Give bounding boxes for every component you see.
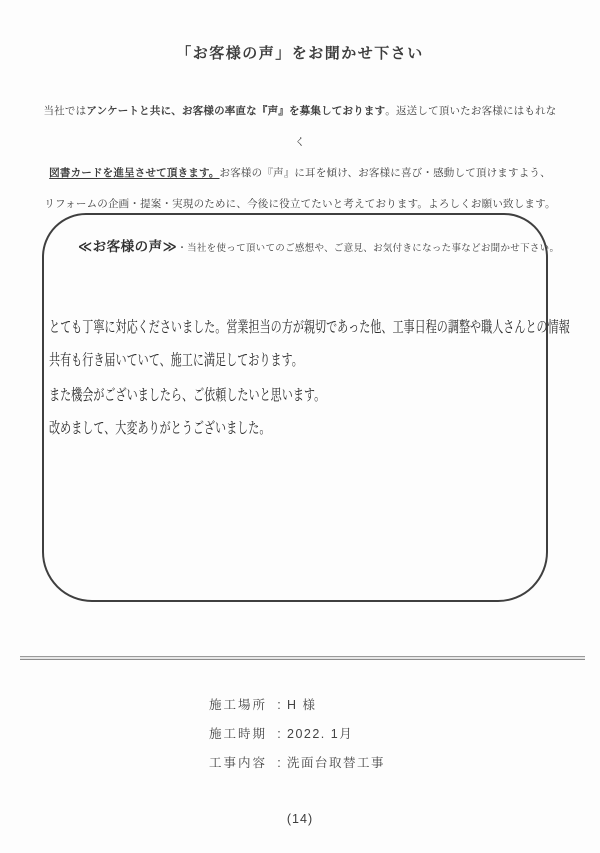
intro-paragraph	[40, 96, 560, 220]
customer-comment	[49, 311, 570, 445]
detail-row-location	[209, 691, 385, 720]
detail-value: H 様	[287, 698, 317, 712]
intro-line-1	[40, 96, 560, 158]
comment-line: 改めまして、大変ありがとうございました。	[49, 420, 271, 437]
detail-label: 施工時期	[209, 727, 268, 741]
comment-line: また機会がございましたら、ご依頼したいと思います。	[49, 387, 326, 404]
page-number: (14)	[286, 812, 314, 826]
intro-line1-start: 当社では	[43, 105, 87, 117]
intro-line2-normal: お客様の『声』に耳を傾け、お客様に喜び・感動して頂けますよう、	[219, 167, 551, 179]
detail-colon: :	[277, 698, 281, 712]
detail-value: 洗面台取替工事	[287, 756, 386, 770]
detail-value: 2022. 1月	[287, 727, 354, 741]
intro-line-3: リフォームの企画・提案・実現のために、今後に役立てたいと考えております。よろしくお願い致します。	[44, 198, 556, 210]
comment-line: とても丁寧に対応くださいました。営業担当の方が親切であった他、工事日程の調整や職人さんとの情報	[49, 319, 570, 336]
project-details	[209, 691, 385, 778]
detail-label: 工事内容	[209, 756, 268, 770]
detail-colon: :	[277, 756, 281, 770]
horizontal-divider	[20, 656, 585, 660]
voice-box-header	[78, 235, 560, 256]
intro-line1-bold: アンケートと共に、お客様の率直な『声』を募集しております	[86, 105, 386, 117]
detail-row-period	[209, 720, 385, 749]
detail-colon: :	[277, 727, 281, 741]
detail-row-content	[209, 749, 385, 778]
intro-line2-underlined: 図書カードを進呈させて頂きます。	[49, 167, 220, 179]
intro-line1-end: 。返送して頂いたお客様にはもれなく	[294, 105, 557, 148]
intro-line-2	[40, 158, 560, 189]
customer-voice-box	[42, 213, 570, 602]
detail-label: 施工場所	[209, 698, 268, 712]
voice-box-heading: ≪お客様の声≫	[78, 239, 178, 254]
comment-line: 共有も行き届いていて、施工に満足しております。	[49, 352, 303, 369]
voice-box-heading-note: ・当社を使って頂いてのご感想や、ご意見、お気付きになった事などお聞かせ下さい。	[177, 243, 560, 254]
page-title: 「お客様の声」をお聞かせ下さい	[176, 45, 424, 62]
